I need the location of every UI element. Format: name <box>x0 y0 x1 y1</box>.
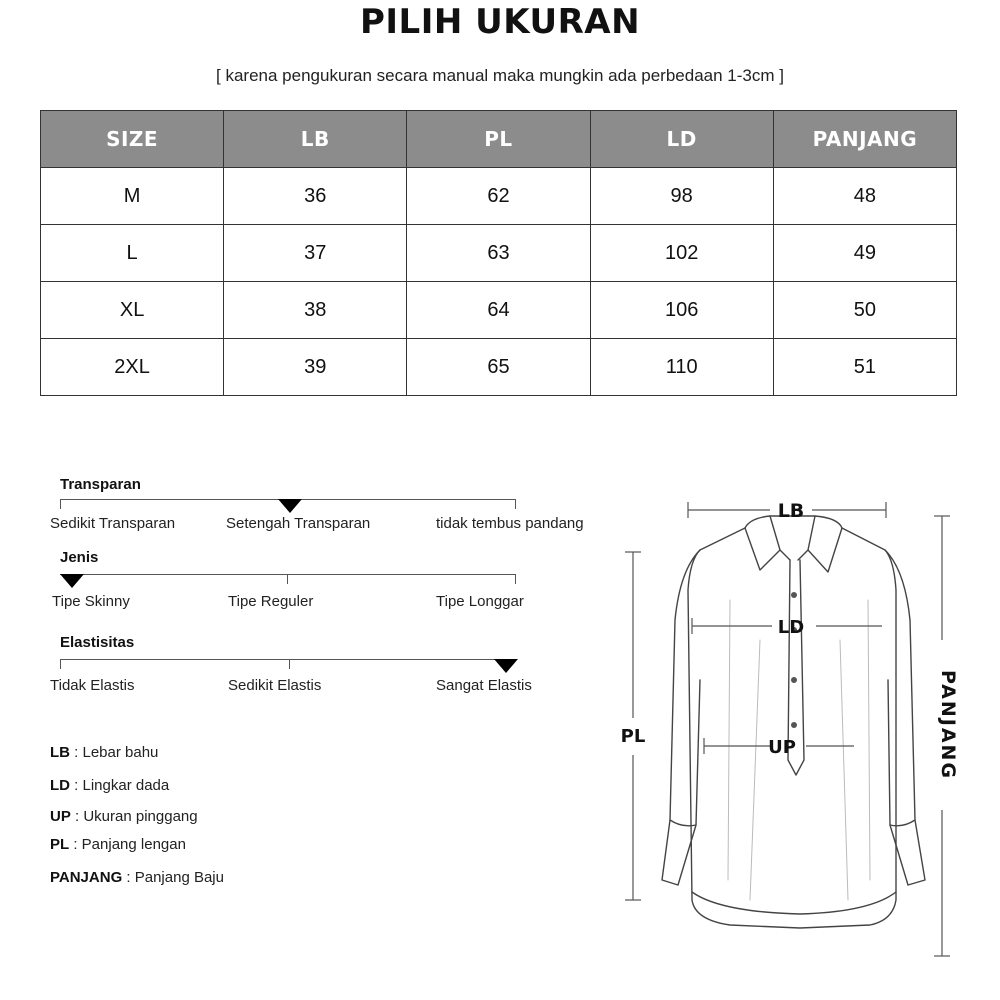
scale-line <box>60 574 516 575</box>
pl-dimension-label: PL <box>620 726 646 747</box>
selected-marker-icon <box>494 659 518 673</box>
column-header-panjang: PANJANG <box>773 111 956 168</box>
scale-option: tidak tembus pandang <box>436 515 584 532</box>
table-cell: 51 <box>773 339 956 396</box>
scale-tick <box>60 499 61 509</box>
table-cell: 36 <box>224 168 407 225</box>
scale-option: Tipe Longgar <box>436 593 524 610</box>
lb-dimension-label: LB <box>777 500 805 522</box>
scale-line <box>60 659 516 660</box>
table-cell: 98 <box>590 168 773 225</box>
table-cell: 37 <box>224 225 407 282</box>
table-cell: 106 <box>590 282 773 339</box>
scale-option: Setengah Transparan <box>226 515 371 532</box>
scale-tick <box>515 499 516 509</box>
selected-marker-icon <box>60 574 84 588</box>
table-cell: 65 <box>407 339 590 396</box>
scale-tick <box>287 574 288 584</box>
scale-label-elastisitas: Elastisitas <box>60 634 135 651</box>
legend-desc: : Lebar bahu <box>70 744 159 761</box>
column-header-pl: PL <box>407 111 590 168</box>
panjang-dimension-label: PANJANG <box>937 669 959 781</box>
legend-abbr: PANJANG <box>50 869 123 886</box>
scale-option: Tipe Reguler <box>228 593 314 610</box>
table-cell: 38 <box>224 282 407 339</box>
table-cell: 50 <box>773 282 956 339</box>
scale-label-jenis: Jenis <box>60 549 99 566</box>
table-cell: 62 <box>407 168 590 225</box>
scale-label-transparan: Transparan <box>60 476 141 493</box>
legend-desc: : Panjang Baju <box>122 869 224 886</box>
table-row <box>41 225 957 282</box>
scale-option: Sedikit Transparan <box>50 515 176 532</box>
legend-desc: : Ukuran pinggang <box>70 808 198 825</box>
table-cell: M <box>41 168 224 225</box>
column-header-size: SIZE <box>41 111 224 168</box>
table-row <box>41 339 957 396</box>
table-cell: XL <box>41 282 224 339</box>
page-subtitle: [ karena pengukuran secara manual maka mungkin ada perbedaan 1-3cm ] <box>216 66 784 85</box>
table-cell: 2XL <box>41 339 224 396</box>
legend-item-pl <box>50 836 186 853</box>
column-header-lb: LB <box>224 111 407 168</box>
ld-dimension-label: LD <box>777 617 805 638</box>
column-header-ld: LD <box>590 111 773 168</box>
scale-option: Tidak Elastis <box>50 677 135 694</box>
table-cell: 49 <box>773 225 956 282</box>
shirt-buttons-icon <box>791 592 797 728</box>
table-cell: 48 <box>773 168 956 225</box>
size-table <box>40 110 957 396</box>
legend-abbr: LB <box>50 744 70 761</box>
legend-item-up <box>50 808 198 825</box>
table-cell: L <box>41 225 224 282</box>
legend-abbr: PL <box>50 836 70 853</box>
legend-abbr: LD <box>50 777 70 794</box>
table-header-row <box>41 111 957 168</box>
table-cell: 64 <box>407 282 590 339</box>
scale-option: Sangat Elastis <box>436 677 532 694</box>
legend-abbr: UP <box>50 808 71 825</box>
legend-desc: : Lingkar dada <box>70 777 170 794</box>
table-row <box>41 168 957 225</box>
legend-desc: : Panjang lengan <box>69 836 186 853</box>
table-cell: 102 <box>590 225 773 282</box>
scale-tick <box>515 574 516 584</box>
shirt-outline-icon <box>662 516 925 928</box>
table-cell: 39 <box>224 339 407 396</box>
scale-option: Sedikit Elastis <box>228 677 322 694</box>
shirt-measurement-diagram <box>600 480 1000 980</box>
table-row <box>41 282 957 339</box>
table-cell: 110 <box>590 339 773 396</box>
scale-option: Tipe Skinny <box>52 593 130 610</box>
selected-marker-icon <box>278 499 302 513</box>
up-dimension-label: UP <box>768 737 796 758</box>
legend-item-panjang <box>50 869 224 886</box>
scale-tick <box>289 659 290 669</box>
legend-item-lb <box>50 744 158 761</box>
page-title: PILIH UKURAN <box>359 2 641 42</box>
scale-tick <box>60 659 61 669</box>
legend-item-ld <box>50 777 169 794</box>
table-cell: 63 <box>407 225 590 282</box>
